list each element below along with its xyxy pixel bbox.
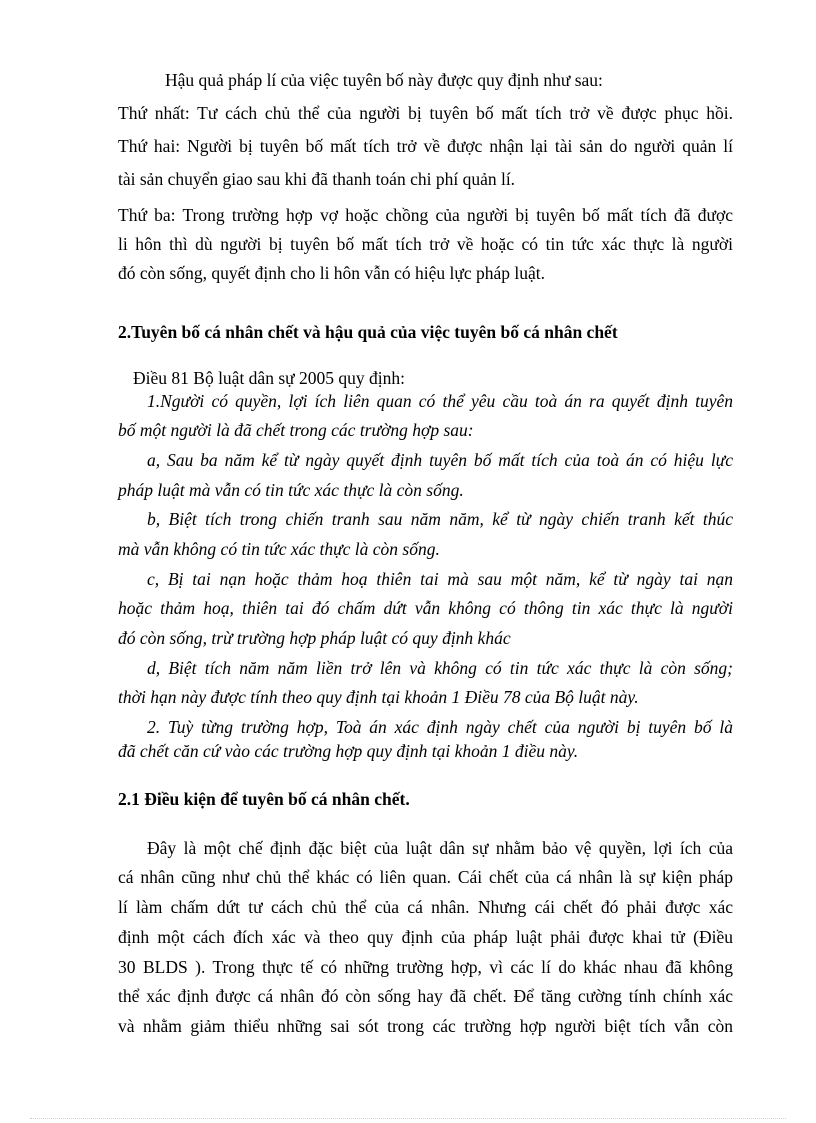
body-line: lí làm chấm dứt tư cách chủ thể của cá nhân. Nhưng cái chết đó phải được xác — [118, 897, 733, 917]
page-bottom-rule — [30, 1118, 786, 1119]
consequence-3-line-1: Thứ ba: Trong trường hợp vợ hoặc chồng của người bị tuyên bố mất tích đã được — [118, 205, 733, 225]
article-line: b, Biệt tích trong chiến tranh sau năm năm, kể từ ngày chiến tranh kết thúc — [147, 509, 733, 529]
body-line: 30 BLDS ). Trong thực tế có những trường hợp, vì các lí do khác nhau đã không — [118, 957, 733, 977]
body-line: và nhằm giảm thiểu những sai sót trong các trường hợp người biệt tích vẫn còn — [118, 1016, 733, 1036]
article-line: d, Biệt tích năm năm liền trở lên và không có tin tức xác thực là còn sống; — [147, 658, 733, 678]
body-line: thể xác định được cá nhân đó còn sống hay đã chết. Để tăng cường tính chính xác — [118, 986, 733, 1006]
article-line: 2. Tuỳ từng trường hợp, Toà án xác định ngày chết của người bị tuyên bố là — [147, 717, 733, 737]
body-line: cá nhân cũng như chủ thể khác có liên quan. Cái chết của cá nhân là sự kiện pháp — [118, 867, 733, 887]
article-line: đã chết căn cứ vào các trường hợp quy định tại khoản 1 điều này. — [118, 741, 579, 761]
consequence-3-line-2: li hôn thì dù người bị tuyên bố mất tích trở về hoặc có tin tức xác thực là người — [118, 234, 733, 254]
article-line: hoặc thảm hoạ, thiên tai đó chấm dứt vẫn không có thông tin xác thực là người — [118, 598, 733, 618]
body-line: Đây là một chế định đặc biệt của luật dân sự nhằm bảo vệ quyền, lợi ích của — [147, 838, 733, 858]
article-line: c, Bị tai nạn hoặc thảm hoạ thiên tai mà sau một năm, kể từ ngày tai nạn — [147, 569, 733, 589]
consequence-1: Thứ nhất: Tư cách chủ thể của người bị tuyên bố mất tích trở về được phục hồi. — [118, 103, 733, 123]
consequence-2-line-2: tài sản chuyển giao sau khi đã thanh toán chi phí quản lí. — [118, 169, 516, 189]
article-line: thời hạn này được tính theo quy định tại khoản 1 Điều 78 của Bộ luật này. — [118, 687, 639, 707]
section-2-heading: 2.Tuyên bố cá nhân chết và hậu quả của việc tuyên bố cá nhân chết — [118, 322, 618, 342]
article-line: pháp luật mà vẫn có tin tức xác thực là còn sống. — [118, 480, 464, 500]
section-2-1-heading: 2.1 Điều kiện để tuyên bố cá nhân chết. — [118, 789, 410, 809]
article-intro: Điều 81 Bộ luật dân sự 2005 quy định: — [133, 368, 405, 388]
article-line: đó còn sống, trừ trường hợp pháp luật có quy định khác — [118, 628, 511, 648]
consequences-intro: Hậu quả pháp lí của việc tuyên bố này được quy định như sau: — [165, 70, 603, 90]
article-line: bố một người là đã chết trong các trường hợp sau: — [118, 420, 474, 440]
consequence-2-line-1: Thứ hai: Người bị tuyên bố mất tích trở về được nhận lại tài sản do người quản lí — [118, 136, 733, 156]
body-line: định một cách đích xác và theo quy định của pháp luật phải được khai tử (Điều — [118, 927, 733, 947]
article-line: mà vẫn không có tin tức xác thực là còn sống. — [118, 539, 440, 559]
consequence-3-line-3: đó còn sống, quyết định cho li hôn vẫn có hiệu lực pháp luật. — [118, 263, 545, 283]
article-line: 1.Người có quyền, lợi ích liên quan có thể yêu cầu toà án ra quyết định tuyên — [147, 391, 733, 411]
article-line: a, Sau ba năm kể từ ngày quyết định tuyên bố mất tích của toà án có hiệu lực — [147, 450, 733, 470]
